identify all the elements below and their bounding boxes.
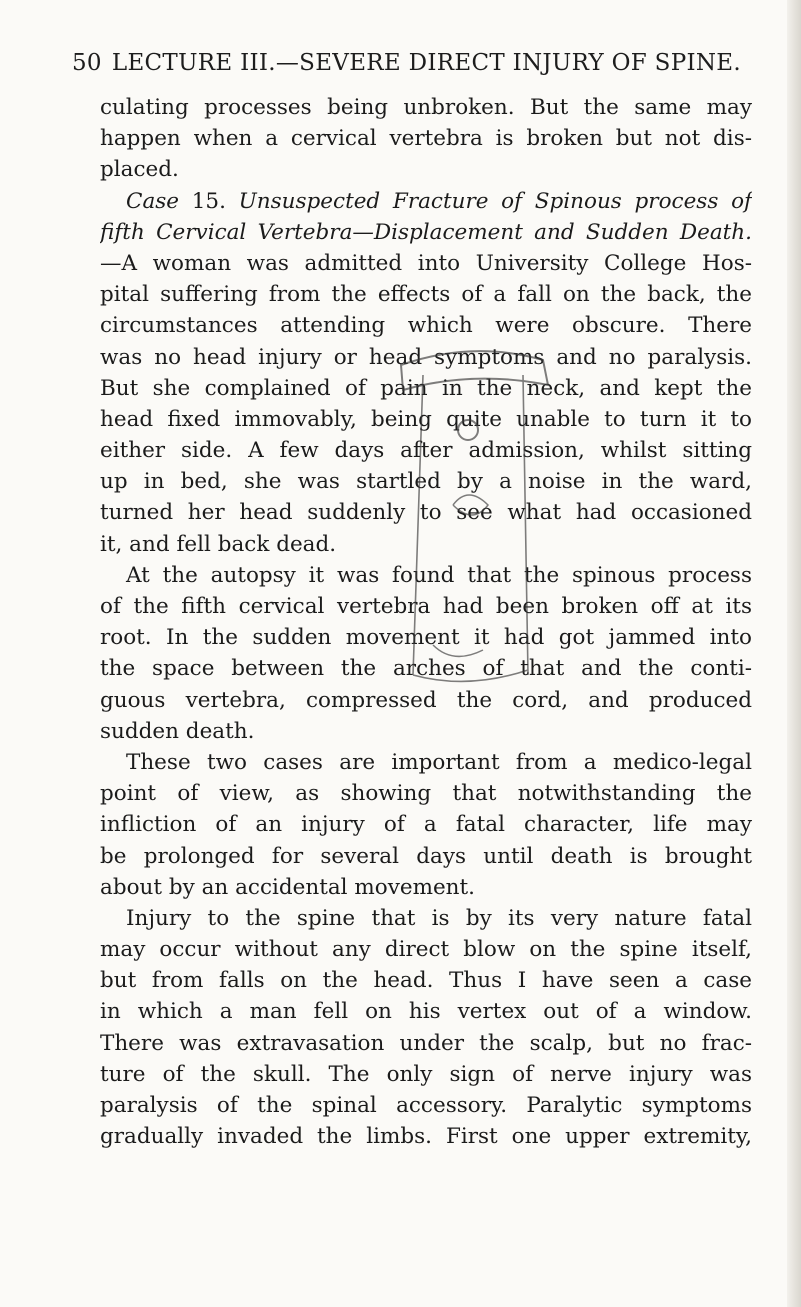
- text-line: guous vertebra, compressed the cord, and produced: [100, 687, 752, 713]
- text-line: Injury to the spine that is by its very nature fatal: [126, 905, 752, 931]
- text-line: point of view, as showing that notwithstanding the: [100, 781, 752, 807]
- italic-text: Case: [126, 188, 180, 214]
- text-line: These two cases are important from a medico-legal: [126, 749, 752, 775]
- text-line: was no head injury or head symptoms and no paralysis.: [100, 344, 752, 370]
- text-line: But she complained of pain in the neck, and kept the: [100, 375, 752, 401]
- text-line: placed.: [100, 157, 179, 183]
- italic-text: fifth Cervical Vertebra—Displacement and Sudden Death.: [100, 219, 752, 245]
- text-line: sudden death.: [100, 718, 255, 744]
- text-line: There was extravasation under the scalp, but no frac-: [100, 1030, 752, 1056]
- text-line: At the autopsy it was found that the spinous process: [126, 562, 752, 588]
- text-line: be prolonged for several days until death is brought: [100, 843, 752, 869]
- text-line: gradually invaded the limbs. First one upper extremity,: [100, 1124, 752, 1150]
- text-line: culating processes being unbroken. But the same may: [100, 95, 752, 120]
- italic-text: Unsuspected Fracture of Spinous process of: [238, 188, 752, 214]
- page-number: 50: [72, 50, 102, 76]
- text-line: the space between the arches of that and the conti-: [100, 656, 752, 682]
- text-line: may occur without any direct blow on the spine itself,: [100, 937, 752, 963]
- text-line: in which a man fell on his vertex out of a window.: [100, 999, 752, 1025]
- text-fragment: 15.: [179, 188, 239, 214]
- text-line: either side. A few days after admission, whilst sitting: [100, 438, 752, 464]
- text-line: [100, 217, 752, 248]
- text-line: circumstances attending which were obscure. There: [100, 313, 752, 339]
- text-line: happen when a cervical vertebra is broken but not dis-: [100, 126, 752, 152]
- text-line: —A woman was admitted into University College Hos-: [100, 250, 752, 276]
- text-line: [100, 186, 752, 217]
- text-line: pital suffering from the effects of a fall on the back, the: [100, 282, 752, 308]
- text-line: of the fifth cervical vertebra had been broken off at its: [100, 594, 752, 619]
- text-line: turned her head suddenly to see what had occasioned: [100, 500, 752, 526]
- text-line: up in bed, she was startled by a noise in the ward,: [100, 469, 752, 495]
- page-edge: [787, 0, 801, 1307]
- text-line: but from falls on the head. Thus I have seen a case: [100, 968, 752, 994]
- body-text: [100, 92, 752, 1152]
- running-header: [72, 50, 772, 76]
- text-line: root. In the sudden movement it had got jammed into: [100, 625, 752, 651]
- text-line: about by an accidental movement.: [100, 874, 476, 900]
- text-line: paralysis of the spinal accessory. Paralytic symptoms: [100, 1093, 752, 1118]
- text-line: ture of the skull. The only sign of nerve injury was: [100, 1061, 752, 1087]
- text-line: it, and fell back dead.: [100, 531, 337, 557]
- chapter-title: LECTURE III.—SEVERE DIRECT INJURY OF SPINE.: [111, 50, 741, 76]
- text-line: infliction of an injury of a fatal character, life may: [100, 812, 752, 838]
- text-line: head fixed immovably, being quite unable to turn it to: [100, 406, 752, 432]
